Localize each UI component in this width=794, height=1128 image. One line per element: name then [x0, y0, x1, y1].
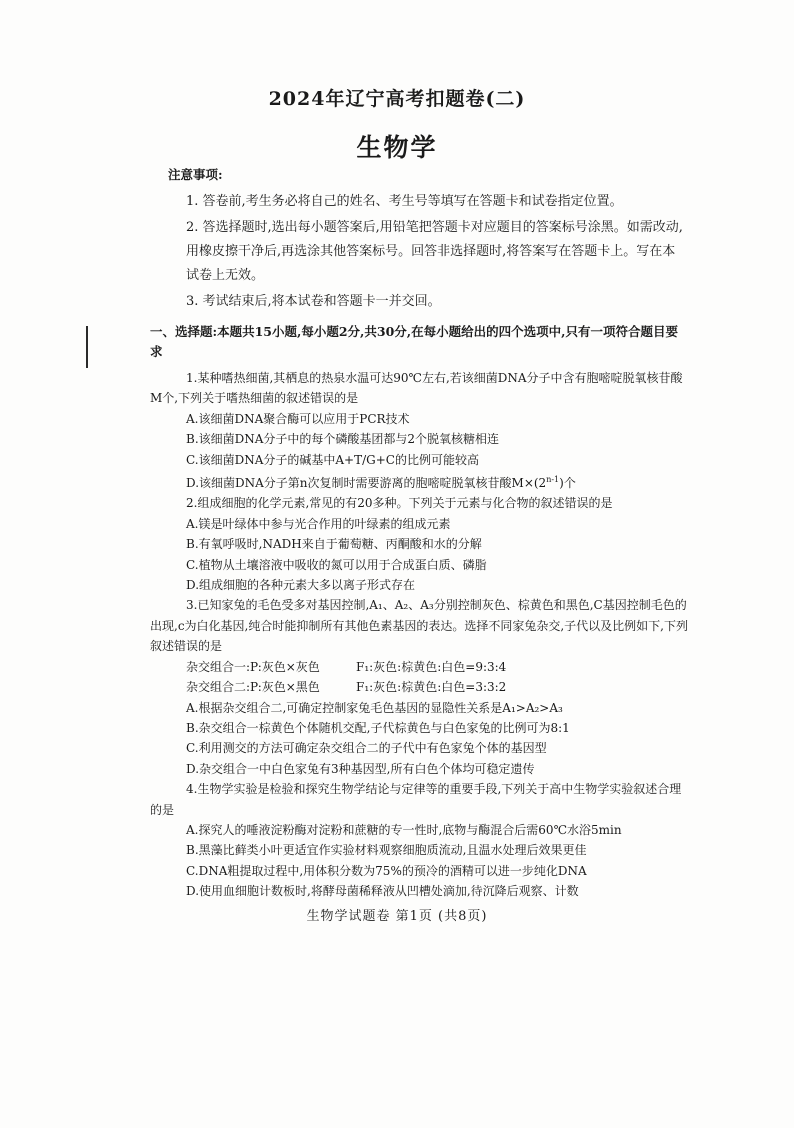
cross-1-offspring: F₁:灰色:棕黄色:白色=9:3:4: [356, 659, 507, 674]
questions-block: [150, 368, 690, 902]
notice-item-1: 1. 答卷前,考生务必将自己的姓名、考生号等填写在答题卡和试卷指定位置。: [186, 194, 623, 209]
question-3-cross-2: [150, 677, 690, 697]
question-4-stem: 4.生物学实验是检验和探究生物学结论与定律等的重要手段,下列关于高中生物学实验叙述合理的是: [150, 782, 682, 817]
question-1-option-d-exponent: n-1: [546, 475, 560, 485]
question-1-option-d-tail: )个: [559, 476, 576, 491]
question-1-option-c: C.该细菌DNA分子的碱基中A+T/G+C的比例可能较高: [186, 452, 479, 467]
question-3-option-a: A.根据杂交组合二,可确定控制家兔毛色基因的显隐性关系是A₁>A₂>A₃: [186, 700, 563, 715]
question-1-option-a: A.该细菌DNA聚合酶可以应用于PCR技术: [186, 411, 410, 426]
section-heading: 一、选择题:本题共15小题,每小题2分,共30分,在每小题给出的四个选项中,只有一项符合题目要求: [150, 324, 679, 359]
question-2-option-b: B.有氧呼吸时,NADH来自于葡萄糖、丙酮酸和水的分解: [186, 537, 482, 552]
scan-artifact-line: [86, 326, 88, 368]
notice-heading: 注意事项:: [168, 167, 223, 182]
page-footer: 生物学试题卷 第1页 (共8页): [306, 909, 488, 924]
question-3-stem: 3.已知家兔的毛色受多对基因控制,A₁、A₂、A₃分别控制灰色、棕黄色和黑色,C基因控制毛色的出现,c为白化基因,纯合时能抑制所有其他色素基因的表达。选择不同家兔杂交,子代以及比例如下,下列叙述错误的是: [150, 598, 688, 654]
question-1-option-d: [150, 470, 690, 493]
notice-item-3: 3. 考试结束后,将本试卷和答题卡一并交回。: [186, 294, 441, 309]
cross-2-parents: 杂交组合二:P:灰色×黑色: [186, 680, 320, 695]
subject-title: 生物学: [356, 133, 438, 162]
question-3-cross-1: [150, 657, 690, 677]
question-3-option-c: C.利用测交的方法可确定杂交组合二的子代中有色家兔个体的基因型: [186, 741, 547, 756]
question-1-stem: 1.某种嗜热细菌,其栖息的热泉水温可达90℃左右,若该细菌DNA分子中含有胞嘧啶脱氧核苷酸M个,下列关于嗜热细菌的叙述错误的是: [150, 371, 683, 406]
question-4-option-d: D.使用血细胞计数板时,将酵母菌稀释液从凹槽处滴加,待沉降后观察、计数: [186, 884, 579, 899]
question-2-option-d: D.组成细胞的各种元素大多以离子形式存在: [186, 578, 416, 593]
question-4-option-a: A.探究人的唾液淀粉酶对淀粉和蔗糖的专一性时,底物与酶混合后需60℃水浴5min: [186, 822, 622, 837]
cross-2-offspring: F₁:灰色:棕黄色:白色=3:3:2: [356, 680, 507, 695]
question-2-stem: 2.组成细胞的化学元素,常见的有20多种。下列关于元素与化合物的叙述错误的是: [186, 496, 613, 511]
question-2-option-a: A.镁是叶绿体中参与光合作用的叶绿素的组成元素: [186, 516, 451, 531]
question-4-option-c: C.DNA粗提取过程中,用体积分数为75%的预冷的酒精可以进一步纯化DNA: [186, 863, 587, 878]
question-1-option-d-text: D.该细菌DNA分子第n次复制时需要游离的胞嘧啶脱氧核苷酸M×(2: [186, 476, 547, 491]
question-1-option-b: B.该细菌DNA分子中的每个磷酸基团都与2个脱氧核糖相连: [186, 432, 500, 447]
exam-title: 2024年辽宁高考扣题卷(二): [268, 88, 526, 110]
question-3-option-d: D.杂交组合一中白色家兔有3种基因型,所有白色个体均可稳定遗传: [186, 761, 535, 776]
cross-1-parents: 杂交组合一:P:灰色×灰色: [186, 659, 320, 674]
question-3-option-b: B.杂交组合一棕黄色个体随机交配,子代棕黄色与白色家兔的比例可为8:1: [186, 720, 570, 735]
question-2-option-c: C.植物从土壤溶液中吸收的氮可以用于合成蛋白质、磷脂: [186, 557, 487, 572]
notice-item-2: 2. 答选择题时,选出每小题答案后,用铅笔把答题卡对应题目的答案标号涂黑。如需改动,用橡皮擦干净后,再选涂其他答案标号。回答非选择题时,将答案写在答题卡上。写在本试卷上无效。: [186, 220, 683, 283]
question-4-option-b: B.黑藻比藓类小叶更适宜作实验材料观察细胞质流动,且温水处理后效果更佳: [186, 843, 587, 858]
